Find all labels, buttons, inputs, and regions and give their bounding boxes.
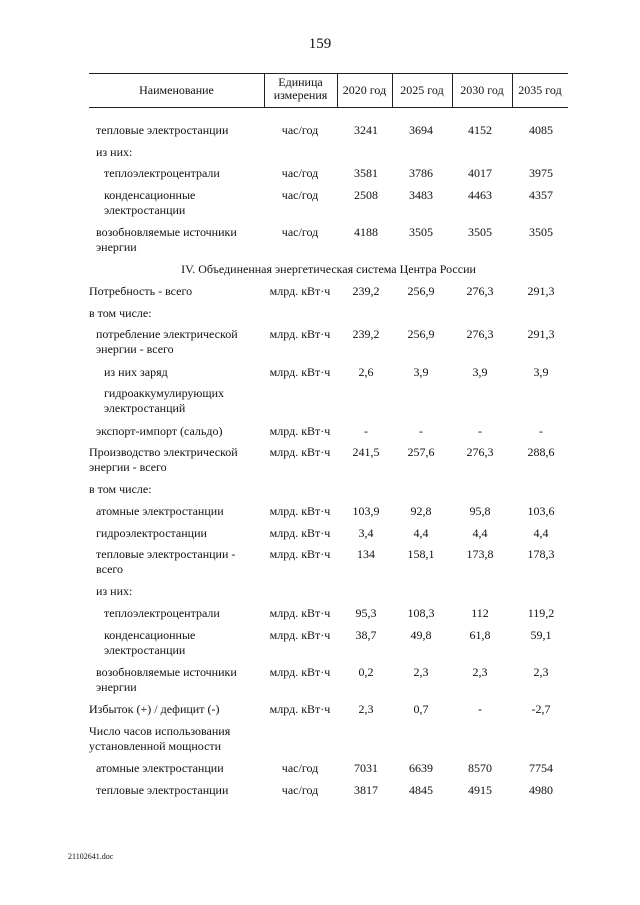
header-year-2025: 2025 год [400, 83, 444, 97]
row-name: атомные электростанции [96, 761, 224, 775]
row-name: конденсационные электростанции [104, 628, 196, 657]
row-unit: млрд. кВт·ч [269, 628, 331, 642]
row-name: потребление электрической энергии - всего [96, 327, 238, 356]
value-2020: 2,6 [358, 365, 374, 379]
value-2025: 3483 [409, 188, 433, 202]
value-2030: 112 [471, 606, 489, 620]
row-name: Потребность - всего [89, 284, 193, 298]
header-bottom-rule [89, 107, 568, 108]
value-2030: - [478, 702, 482, 716]
value-2035: 4980 [529, 783, 553, 797]
row-name: теплоэлектроцентрали [104, 166, 220, 180]
document-filename: 21102641.doc [68, 852, 114, 861]
value-2025: 92,8 [410, 504, 432, 518]
value-2035: 3505 [529, 225, 553, 239]
row-name: конденсационные электростанции [104, 188, 196, 217]
value-2025: 3505 [409, 225, 433, 239]
row-name: тепловые электростанции - всего [96, 547, 236, 576]
row-name: тепловые электростанции [96, 783, 229, 797]
header-unit [264, 76, 337, 102]
row-unit: млрд. кВт·ч [269, 547, 331, 561]
header-top-rule [89, 73, 568, 74]
row-unit: час/год [281, 783, 319, 797]
row-name: в том числе: [89, 482, 152, 496]
value-2025: 256,9 [407, 284, 435, 298]
value-2025: 49,8 [410, 628, 432, 642]
value-2020: 4188 [354, 225, 378, 239]
row-name: теплоэлектроцентрали [104, 606, 220, 620]
row-name: тепловые электростанции [96, 123, 229, 137]
value-2030: 3505 [468, 225, 492, 239]
value-2025: 158,1 [407, 547, 435, 561]
page-number: 159 [308, 36, 332, 52]
row-unit: час/год [281, 761, 319, 775]
value-2020: 241,5 [352, 445, 380, 459]
value-2025: 2,3 [413, 665, 429, 679]
value-2020: 2,3 [358, 702, 374, 716]
row-name: Избыток (+) / дефицит (-) [89, 702, 220, 716]
value-2035: 291,3 [527, 327, 555, 341]
row-name: Производство электрической энергии - всего [89, 445, 238, 474]
value-2035: 4357 [529, 188, 553, 202]
value-2035: 103,6 [527, 504, 555, 518]
row-unit: млрд. кВт·ч [269, 445, 331, 459]
row-name: возобновляемые источники энергии [96, 225, 237, 254]
value-2025: 256,9 [407, 327, 435, 341]
header-year-2030: 2030 год [460, 83, 504, 97]
value-2035: 59,1 [530, 628, 552, 642]
value-2020: 38,7 [355, 628, 377, 642]
value-2035: - [539, 424, 543, 438]
value-2025: 4845 [409, 783, 433, 797]
value-2030: - [478, 424, 482, 438]
header-year-2035: 2035 год [518, 83, 562, 97]
value-2020: 95,3 [355, 606, 377, 620]
header-unit-line2: измерения [273, 88, 328, 102]
row-name: гидроэлектростанции [96, 526, 207, 540]
value-2035: 291,3 [527, 284, 555, 298]
value-2020: 3241 [354, 123, 378, 137]
row-unit: млрд. кВт·ч [269, 327, 331, 341]
row-unit: час/год [281, 188, 319, 202]
value-2030: 4,4 [472, 526, 488, 540]
row-name: гидроаккумулирующих электростанций [104, 386, 225, 415]
value-2025: - [419, 424, 423, 438]
value-2035: 4,4 [533, 526, 549, 540]
value-2030: 3,9 [472, 365, 488, 379]
value-2020: 239,2 [352, 284, 380, 298]
value-2030: 4152 [468, 123, 492, 137]
value-2030: 4463 [468, 188, 492, 202]
value-2025: 3786 [409, 166, 433, 180]
row-unit: млрд. кВт·ч [269, 365, 331, 379]
value-2030: 8570 [468, 761, 492, 775]
row-unit: час/год [281, 166, 319, 180]
value-2020: 0,2 [358, 665, 374, 679]
header-unit-line1: Единица [278, 75, 323, 89]
row-unit: час/год [281, 225, 319, 239]
value-2030: 276,3 [466, 327, 494, 341]
value-2020: 3581 [354, 166, 378, 180]
value-2020: 7031 [354, 761, 378, 775]
row-unit: млрд. кВт·ч [269, 526, 331, 540]
value-2035: 288,6 [527, 445, 555, 459]
value-2025: 108,3 [407, 606, 435, 620]
row-name: экспорт-импорт (сальдо) [96, 424, 223, 438]
value-2035: 2,3 [533, 665, 549, 679]
value-2030: 61,8 [469, 628, 491, 642]
row-unit: млрд. кВт·ч [269, 665, 331, 679]
row-name: из них заряд [104, 365, 168, 379]
value-2035: 7754 [529, 761, 553, 775]
value-2020: 134 [357, 547, 375, 561]
value-2030: 276,3 [466, 445, 494, 459]
row-name: атомные электростанции [96, 504, 224, 518]
value-2035: -2,7 [531, 702, 551, 716]
value-2020: 3817 [354, 783, 378, 797]
section-title: IV. Объединенная энергетическая система Центра России [181, 262, 476, 276]
value-2030: 4017 [468, 166, 492, 180]
header-name: Наименование [139, 83, 214, 97]
value-2025: 3694 [409, 123, 433, 137]
value-2035: 3975 [529, 166, 553, 180]
row-name: из них: [96, 584, 133, 598]
row-unit: млрд. кВт·ч [269, 504, 331, 518]
value-2035: 119,2 [527, 606, 555, 620]
row-unit: млрд. кВт·ч [269, 284, 331, 298]
value-2025: 257,6 [407, 445, 435, 459]
value-2035: 3,9 [533, 365, 549, 379]
row-name: в том числе: [89, 306, 152, 320]
value-2020: 3,4 [358, 526, 374, 540]
value-2035: 4085 [529, 123, 553, 137]
row-unit: млрд. кВт·ч [269, 424, 331, 438]
row-unit: млрд. кВт·ч [269, 702, 331, 716]
value-2030: 2,3 [472, 665, 488, 679]
value-2020: 103,9 [352, 504, 380, 518]
value-2020: 2508 [354, 188, 378, 202]
value-2025: 3,9 [413, 365, 429, 379]
value-2025: 0,7 [413, 702, 429, 716]
value-2025: 4,4 [413, 526, 429, 540]
value-2030: 173,8 [466, 547, 494, 561]
header-year-2020: 2020 год [342, 83, 387, 97]
value-2025: 6639 [409, 761, 433, 775]
row-name: Число часов использования установленной мощности [89, 724, 231, 753]
value-2030: 4915 [468, 783, 492, 797]
row-name: возобновляемые источники энергии [96, 665, 237, 694]
row-unit: млрд. кВт·ч [269, 606, 331, 620]
value-2030: 276,3 [466, 284, 494, 298]
value-2020: 239,2 [352, 327, 380, 341]
row-name: из них: [96, 145, 133, 159]
value-2020: - [364, 424, 368, 438]
value-2030: 95,8 [469, 504, 491, 518]
row-unit: час/год [281, 123, 319, 137]
value-2035: 178,3 [527, 547, 555, 561]
